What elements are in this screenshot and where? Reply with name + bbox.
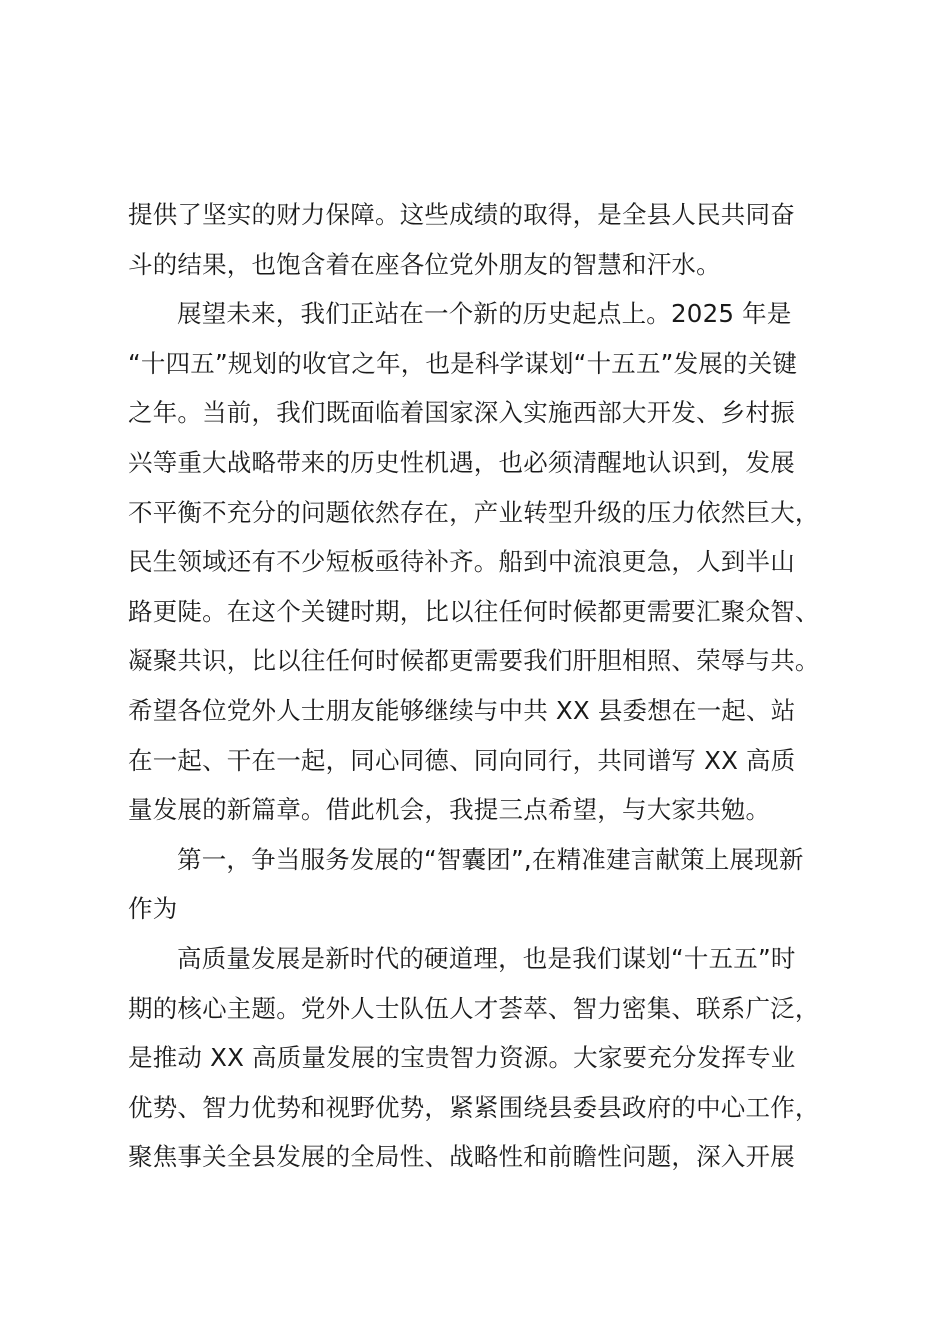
text-line: 路更陡。在这个关键时期，比以往任何时候都更需要汇聚众智、: [128, 596, 820, 626]
section-heading-line: 作为: [128, 894, 178, 924]
text-line: 期的核心主题。党外人士队伍人才荟萃、智力密集、联系广泛，: [128, 993, 820, 1023]
text-line: 民生领域还有不少短板亟待补齐。船到中流浪更急，人到半山: [128, 547, 795, 577]
text-line: 不平衡不充分的问题依然存在，产业转型升级的压力依然巨大，: [128, 497, 820, 527]
text-line: “十四五”规划的收官之年，也是科学谋划“十五五”发展的关键: [128, 348, 798, 378]
text-line: 之年。当前，我们既面临着国家深入实施西部大开发、乡村振: [128, 398, 795, 428]
text-line: 斗的结果，也饱含着在座各位党外朋友的智慧和汗水。: [128, 249, 721, 279]
text-line: 是推动 XX 高质量发展的宝贵智力资源。大家要充分发挥专业: [128, 1043, 796, 1073]
text-line: 提供了坚实的财力保障。这些成绩的取得，是全县人民共同奋: [128, 200, 795, 229]
paragraph-start-line: 高质量发展是新时代的硬道理，也是我们谋划“十五五”时: [177, 943, 796, 973]
text-line: 凝聚共识，比以往任何时候都更需要我们肝胆相照、荣辱与共。: [128, 646, 820, 676]
text-line: 在一起、干在一起，同心同德、同向同行，共同谱写 XX 高质: [128, 745, 796, 775]
document-body: [128, 190, 848, 1182]
text-line: 兴等重大战略带来的历史性机遇，也必须清醒地认识到，发展: [128, 447, 795, 477]
text-line: 优势、智力优势和视野优势，紧紧围绕县委县政府的中心工作，: [128, 1092, 820, 1122]
section-heading-line: 第一，争当服务发展的“智囊团”,在精准建言献策上展现新: [177, 844, 804, 874]
paragraph-start-line: 展望未来，我们正站在一个新的历史起点上。2025 年是: [177, 299, 792, 329]
text-line: 希望各位党外人士朋友能够继续与中共 XX 县委想在一起、站: [128, 695, 796, 725]
text-line: 聚焦事关全县发展的全局性、战略性和前瞻性问题，深入开展: [128, 1142, 795, 1172]
text-line: 量发展的新篇章。借此机会，我提三点希望，与大家共勉。: [128, 795, 771, 825]
